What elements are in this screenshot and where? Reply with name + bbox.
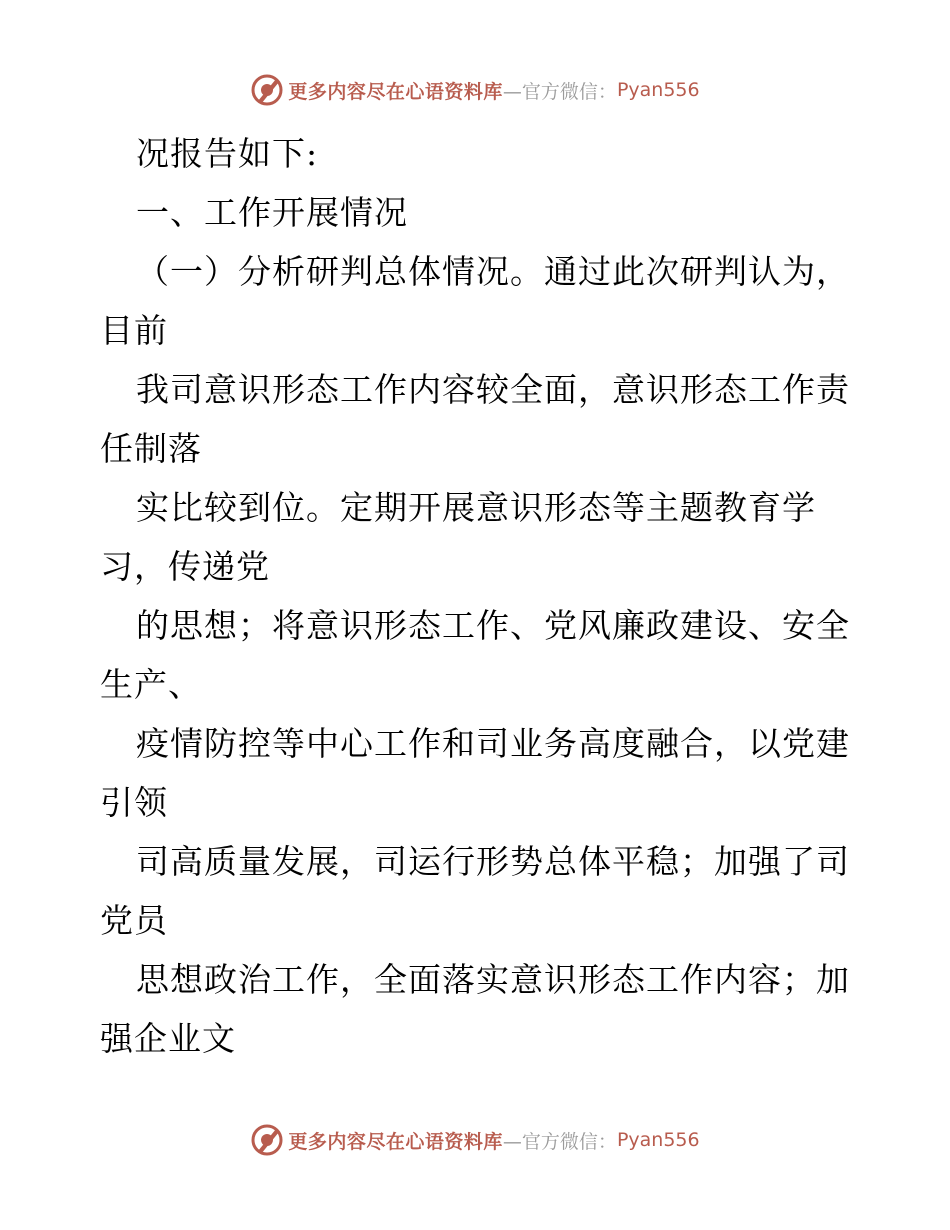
pen-logo-icon bbox=[250, 73, 284, 107]
watermark-handle: Pyan556 bbox=[616, 79, 700, 101]
pen-logo-icon bbox=[250, 1123, 284, 1157]
watermark-separator: —官方微信： bbox=[502, 80, 617, 103]
body-line: 我司意识形态工作内容较全面，意识形态工作责 bbox=[136, 370, 850, 409]
body-line: 生产、 bbox=[100, 665, 202, 704]
body-line: 况报告如下: bbox=[136, 134, 319, 173]
body-line: 司高质量发展，司运行形势总体平稳；加强了司 bbox=[136, 842, 850, 881]
body-line: 任制落 bbox=[100, 429, 202, 468]
body-line: 引领 bbox=[100, 783, 168, 822]
body-line: 实比较到位。定期开展意识形态等主题教育学 bbox=[136, 488, 816, 527]
footer-watermark bbox=[0, 1120, 950, 1160]
body-line: 思想政治工作，全面落实意识形态工作内容；加 bbox=[136, 960, 850, 999]
body-line: （一）分析研判总体情况。通过此次研判认为， bbox=[136, 252, 850, 291]
document-body bbox=[100, 124, 860, 1068]
body-line: 目前 bbox=[100, 311, 168, 350]
body-line: 的思想；将意识形态工作、党风廉政建设、安全 bbox=[136, 606, 850, 645]
watermark-text: 更多内容尽在心语资料库 bbox=[288, 1130, 503, 1153]
watermark-separator: —官方微信： bbox=[502, 1130, 617, 1153]
header-watermark bbox=[0, 70, 950, 110]
body-line: 党员 bbox=[100, 901, 168, 940]
body-line: 强企业文 bbox=[100, 1019, 236, 1058]
section-heading: 一、工作开展情况 bbox=[136, 193, 408, 232]
watermark-handle: Pyan556 bbox=[616, 1129, 700, 1151]
body-line: 习，传递党 bbox=[100, 547, 270, 586]
watermark-text: 更多内容尽在心语资料库 bbox=[288, 80, 503, 103]
body-line: 疫情防控等中心工作和司业务高度融合，以党建 bbox=[136, 724, 850, 763]
